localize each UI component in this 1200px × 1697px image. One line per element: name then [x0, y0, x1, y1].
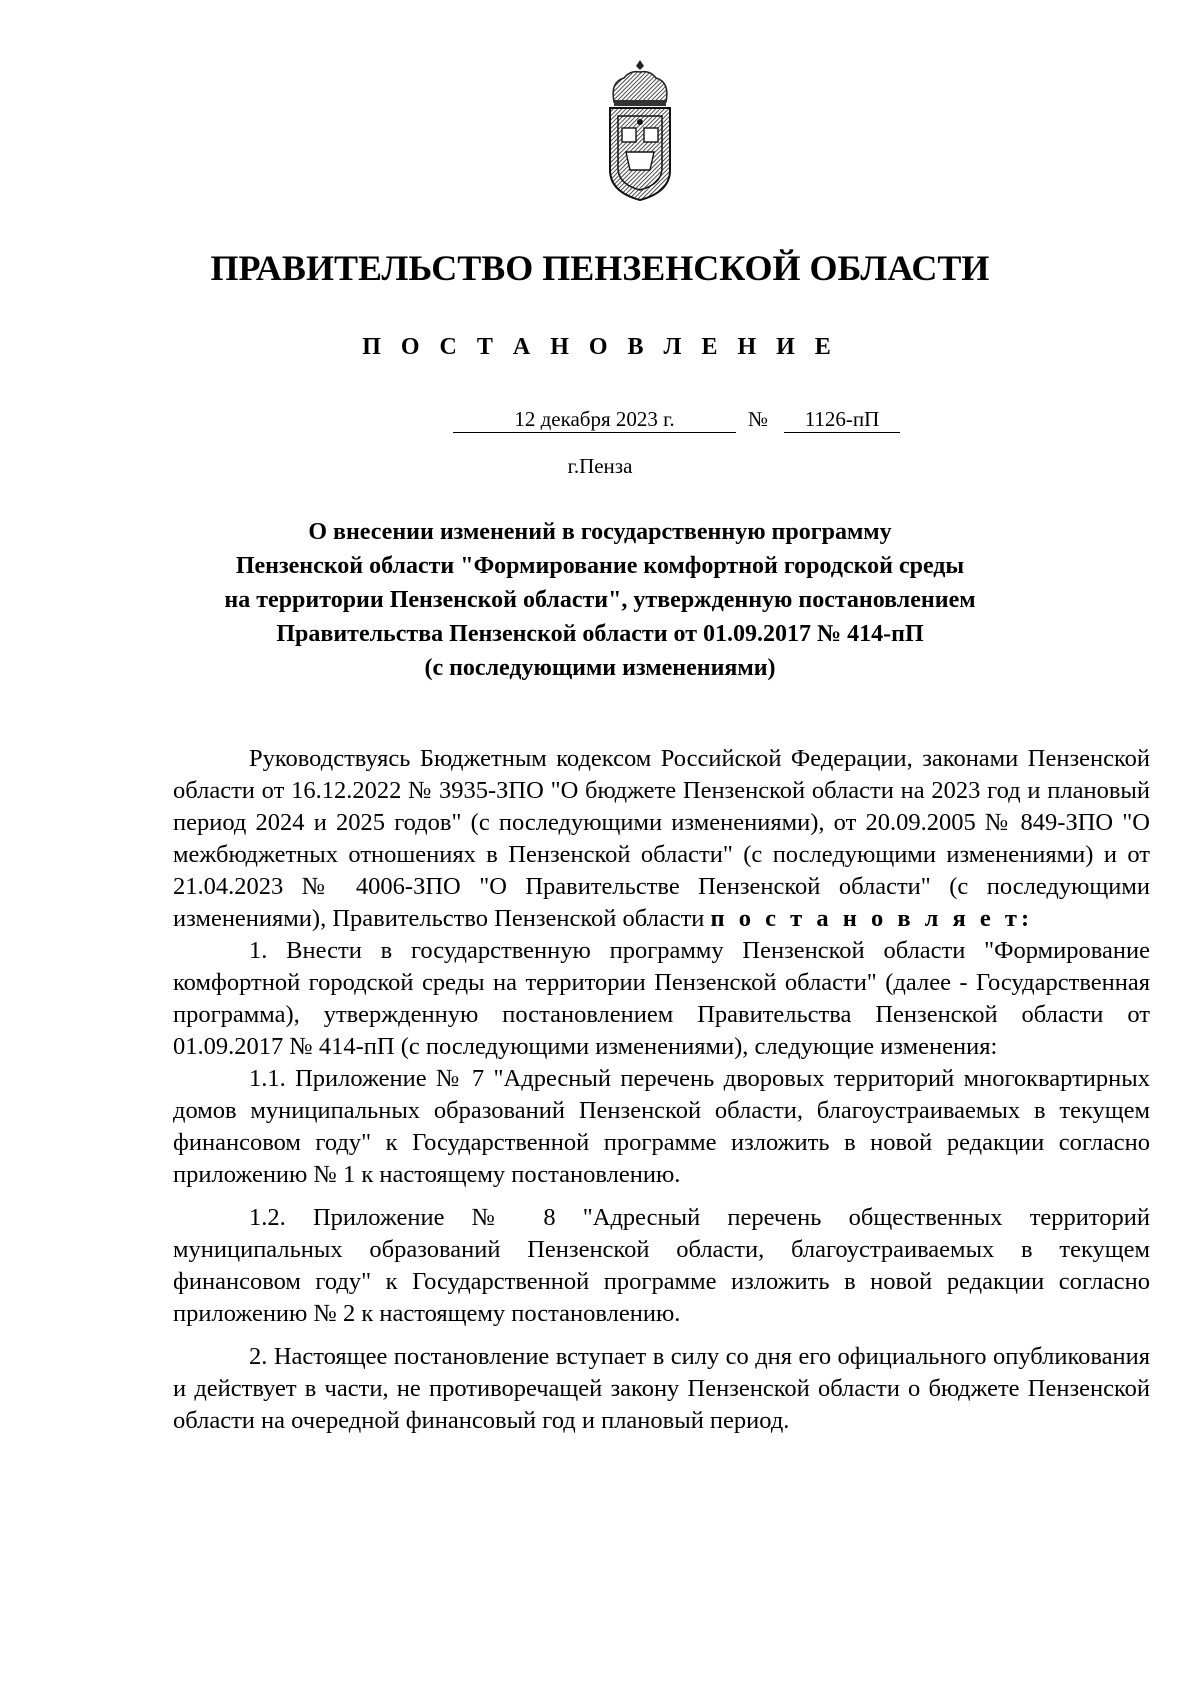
document-type: П О С Т А Н О В Л Е Н И Е: [362, 334, 838, 360]
document-subject: [150, 515, 1050, 685]
preamble-paragraph: [173, 743, 1150, 935]
subject-line: Пензенской области "Формирование комфортной городской среды: [235, 553, 965, 579]
paragraph-item-1-1: 1.1. Приложение № 7 "Адресный перечень дворовых территорий многоквартирных домов муниципальных образований Пензенской области, благоустраиваемых в текущем финансовом году" к Государственной программе изложить в новой редакции согласно приложению № 1 к настоящему постановлению.: [173, 1065, 1150, 1188]
government-title: ПРАВИТЕЛЬСТВО ПЕНЗЕНСКОЙ ОБЛАСТИ: [210, 248, 990, 288]
paragraph-item-2: 2. Настоящее постановление вступает в силу со дня его официального опубликования и действует в части, не противоречащей закону Пензенской области о бюджете Пензенской области на очередной финансовый год и плановый период.: [173, 1343, 1150, 1434]
subject-line: Правительства Пензенской области от 01.09.2017 № 414-пП: [276, 621, 924, 647]
paragraph-item-1-2: 1.2. Приложение № 8 "Адресный перечень общественных территорий муниципальных образований Пензенской области, благоустраиваемых в текущем финансовом году" к Государственной программе изложить в новой редакции согласно приложению № 2 к настоящему постановлению.: [173, 1204, 1150, 1327]
preamble-text: Руководствуясь Бюджетным кодексом Российской Федерации, законами Пензенской области от 16.12.2022 № 3935-ЗПО "О бюджете Пензенской области на 2023 год и плановый период 2024 и 2025 годов" (с последующими изменениями), от 20.09.2005 № 849-ЗПО "О межбюджетных отношениях в Пензенской области" (с последующими изменениями) и от 21.04.2023 № 4006-ЗПО "О Правительстве Пензенской области" (с последующими изменениями), Правительство Пензенской области: [173, 745, 1150, 932]
document-number: 1126-пП: [784, 406, 900, 433]
subject-line: О внесении изменений в государственную программу: [308, 519, 892, 545]
number-sign: №: [748, 407, 769, 431]
subject-line: (с последующими изменениями): [424, 655, 776, 681]
document-date: 12 декабря 2023 г.: [453, 406, 736, 433]
document-body: [173, 743, 1150, 1437]
paragraph-item-1: 1. Внести в государственную программу Пензенской области "Формирование комфортной городской среды на территории Пензенской области" (далее - Государственная программа), утвержденную постановлением Правительства Пензенской области от 01.09.2017 № 414-пП (с последующими изменениями), следующие изменения:: [173, 937, 1150, 1060]
city: г.Пенза: [567, 454, 633, 478]
subject-line: на территории Пензенской области", утвержденную постановлением: [224, 587, 976, 613]
decree-word: п о с т а н о в л я е т:: [710, 905, 1034, 932]
date-number-row: [0, 406, 1200, 436]
coat-of-arms-icon: [600, 58, 680, 204]
